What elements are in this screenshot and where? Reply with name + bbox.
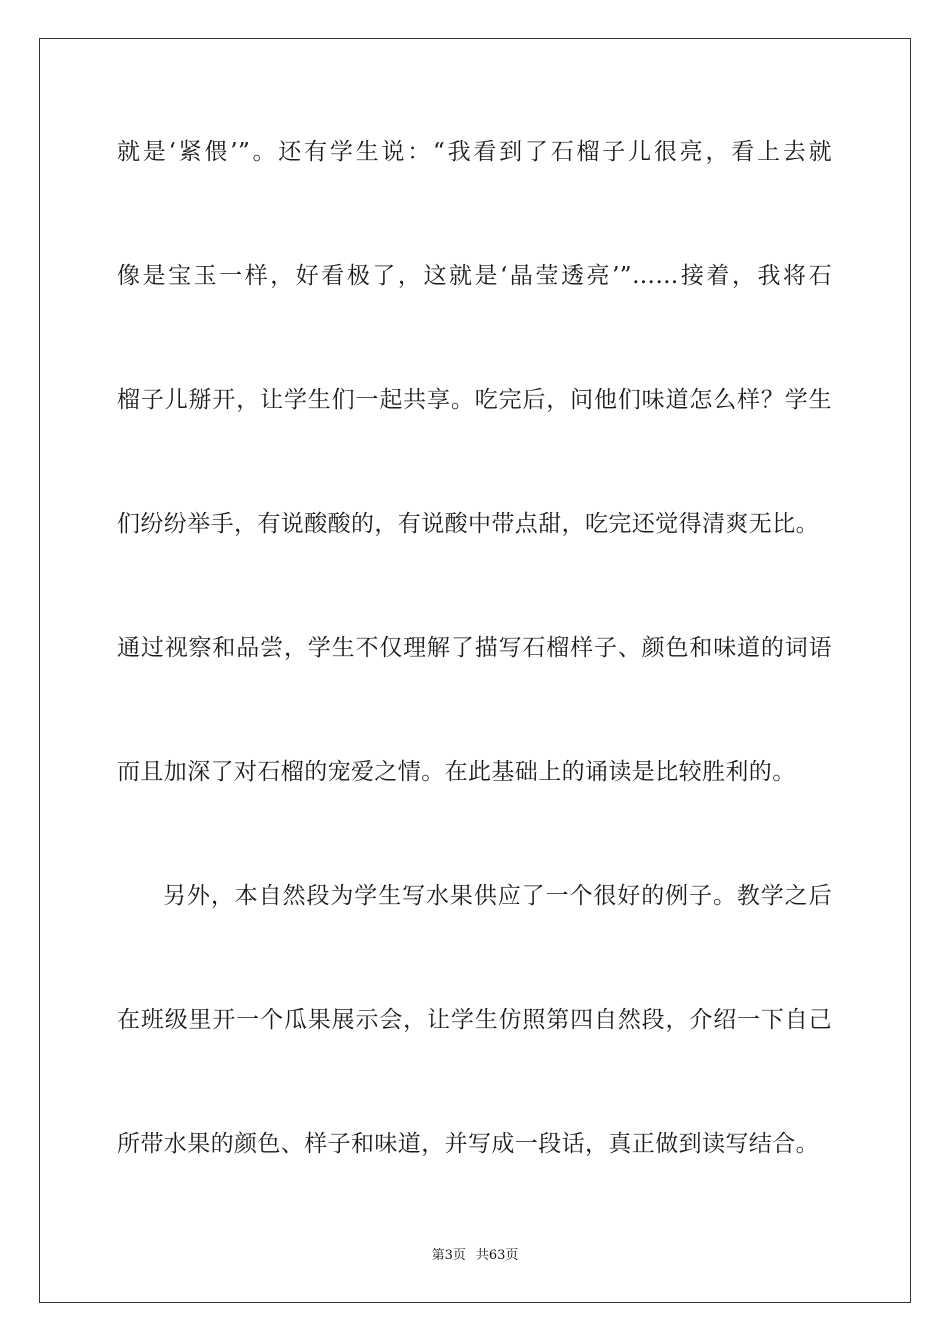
body-text-line: 在班级里开一个瓜果展示会，让学生仿照第四自然段，介绍一下自己 (117, 1007, 832, 1033)
page-border (39, 38, 911, 1303)
body-text-line: 榴子儿掰开，让学生们一起共享。吃完后，问他们味道怎么样？学生 (117, 387, 832, 413)
page-total: 共63页 (475, 1248, 519, 1263)
body-text-line: 们纷纷举手，有说酸酸的，有说酸中带点甜，吃完还觉得清爽无比。 (117, 511, 819, 537)
paragraph-start-line: 另外，本自然段为学生写水果供应了一个很好的例子。教学之后 (163, 883, 832, 909)
page-number: 第3页 (431, 1248, 466, 1263)
body-text-line: 就是‘紧偎’”。还有学生说：“我看到了石榴子儿很亮，看上去就 (117, 139, 832, 165)
body-text-line: 而且加深了对石榴的宠爱之情。在此基础上的诵读是比较胜利的。 (117, 759, 796, 785)
body-text-line: 所带水果的颜色、样子和味道，并写成一段话，真正做到读写结合。 (117, 1131, 819, 1157)
page-footer (0, 1247, 950, 1265)
body-text-line: 像是宝玉一样，好看极了，这就是‘晶莹透亮’”……接着，我将石 (117, 263, 832, 289)
body-text-line: 通过视察和品尝，学生不仅理解了描写石榴样子、颜色和味道的词语 (117, 635, 832, 661)
